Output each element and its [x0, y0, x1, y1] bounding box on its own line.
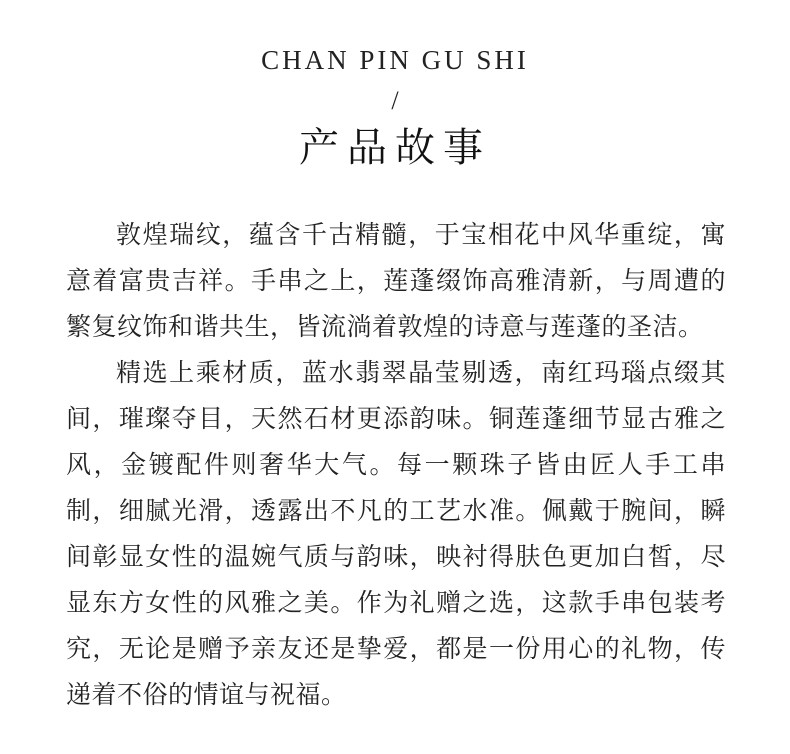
story-paragraph-2: 精选上乘材质，蓝水翡翠晶莹剔透，南红玛瑙点缀其间，璀璨夺目，天然石材更添韵味。铜莲蓬细节显古雅之风，金镀配件则奢华大气。每一颗珠子皆由匠人手工串制，细腻光滑，透露出不凡的工艺水准。佩戴于腕间，瞬间彰显女性的温婉气质与韵味，映衬得肤色更加白皙，尽显东方女性的风雅之美。作为礼赠之选，这款手串包装考究，无论是赠予亲友还是挚爱，都是一份用心的礼物，传递着不俗的情谊与祝福。 [66, 358, 726, 709]
english-title: CHAN PIN GU SHI [261, 45, 529, 75]
story-body [66, 212, 726, 718]
chinese-title: 产品故事 [299, 125, 491, 171]
story-paragraph-1: 敦煌瑞纹，蕴含千古精髓，于宝相花中风华重绽，寓意着富贵吉祥。手串之上，莲蓬缀饰高雅清新，与周遭的繁复纹饰和谐共生，皆流淌着敦煌的诗意与莲蓬的圣洁。 [66, 220, 726, 341]
title-divider: / [391, 86, 399, 115]
